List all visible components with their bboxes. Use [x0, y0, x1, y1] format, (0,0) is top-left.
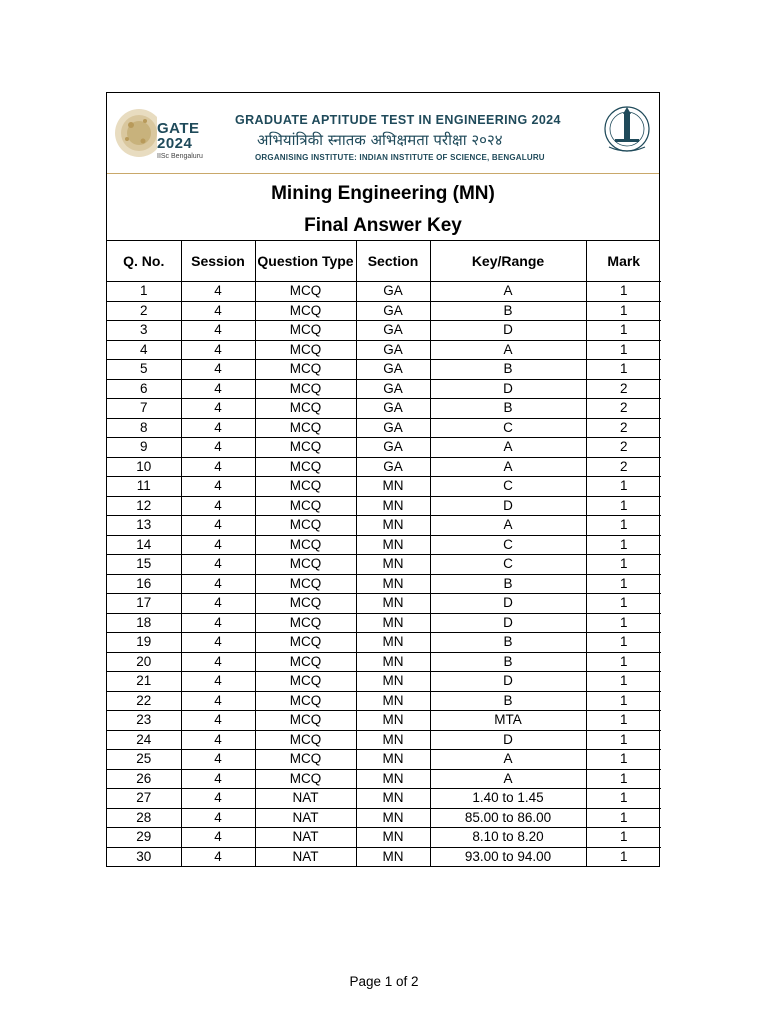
qno-cell: 17 — [107, 594, 181, 614]
gate-logo-subtitle: IISc Bengaluru — [157, 153, 203, 160]
table-row — [107, 282, 661, 302]
table-row — [107, 399, 661, 419]
question-type-cell: MCQ — [255, 730, 356, 750]
mark-cell: 1 — [586, 321, 661, 341]
section-cell: MN — [356, 633, 430, 653]
session-cell: 4 — [181, 633, 255, 653]
table-row — [107, 438, 661, 458]
section-cell: MN — [356, 496, 430, 516]
banner-title: GRADUATE APTITUDE TEST IN ENGINEERING 2024 — [235, 113, 561, 127]
key-range-cell: A — [430, 750, 586, 770]
question-type-cell: MCQ — [255, 282, 356, 302]
question-type-cell: MCQ — [255, 750, 356, 770]
key-range-cell: B — [430, 574, 586, 594]
qno-cell: 29 — [107, 828, 181, 848]
qno-cell: 19 — [107, 633, 181, 653]
mark-cell: 1 — [586, 496, 661, 516]
session-cell: 4 — [181, 457, 255, 477]
qno-cell: 18 — [107, 613, 181, 633]
question-type-cell: MCQ — [255, 496, 356, 516]
section-cell: MN — [356, 769, 430, 789]
session-cell: 4 — [181, 652, 255, 672]
table-row — [107, 574, 661, 594]
table-row — [107, 379, 661, 399]
section-cell: GA — [356, 340, 430, 360]
mark-cell: 1 — [586, 691, 661, 711]
key-range-cell: D — [430, 730, 586, 750]
mark-cell: 1 — [586, 516, 661, 536]
table-row — [107, 516, 661, 536]
table-row — [107, 808, 661, 828]
table-row — [107, 828, 661, 848]
page-footer: Page 1 of 2 — [349, 974, 419, 989]
answer-key-table — [107, 241, 661, 866]
key-range-cell: D — [430, 594, 586, 614]
session-cell: 4 — [181, 399, 255, 419]
question-type-cell: MCQ — [255, 652, 356, 672]
qno-cell: 1 — [107, 282, 181, 302]
qno-cell: 26 — [107, 769, 181, 789]
column-header-session: Session — [181, 241, 255, 282]
section-cell: GA — [356, 360, 430, 380]
session-cell: 4 — [181, 477, 255, 497]
qno-cell: 13 — [107, 516, 181, 536]
question-type-cell: MCQ — [255, 711, 356, 731]
session-cell: 4 — [181, 555, 255, 575]
mark-cell: 1 — [586, 789, 661, 809]
mark-cell: 1 — [586, 574, 661, 594]
section-cell: MN — [356, 847, 430, 866]
table-row — [107, 613, 661, 633]
mark-cell: 1 — [586, 652, 661, 672]
question-type-cell: MCQ — [255, 340, 356, 360]
key-range-cell: A — [430, 457, 586, 477]
section-cell: GA — [356, 379, 430, 399]
mark-cell: 1 — [586, 477, 661, 497]
key-range-cell: B — [430, 360, 586, 380]
session-cell: 4 — [181, 340, 255, 360]
question-type-cell: MCQ — [255, 613, 356, 633]
section-cell: MN — [356, 613, 430, 633]
session-cell: 4 — [181, 516, 255, 536]
key-range-cell: A — [430, 438, 586, 458]
question-type-cell: MCQ — [255, 574, 356, 594]
session-cell: 4 — [181, 379, 255, 399]
qno-cell: 2 — [107, 301, 181, 321]
key-range-cell: 8.10 to 8.20 — [430, 828, 586, 848]
question-type-cell: MCQ — [255, 321, 356, 341]
mark-cell: 1 — [586, 633, 661, 653]
key-range-cell: 93.00 to 94.00 — [430, 847, 586, 866]
section-cell: GA — [356, 418, 430, 438]
question-type-cell: MCQ — [255, 418, 356, 438]
section-cell: MN — [356, 477, 430, 497]
column-header-qno: Q. No. — [107, 241, 181, 282]
key-range-cell: C — [430, 477, 586, 497]
section-cell: GA — [356, 438, 430, 458]
table-row — [107, 789, 661, 809]
session-cell: 4 — [181, 496, 255, 516]
column-header-question-type: Question Type — [255, 241, 356, 282]
session-cell: 4 — [181, 594, 255, 614]
question-type-cell: MCQ — [255, 379, 356, 399]
section-cell: MN — [356, 828, 430, 848]
qno-cell: 21 — [107, 672, 181, 692]
qno-cell: 7 — [107, 399, 181, 419]
section-cell: MN — [356, 535, 430, 555]
qno-cell: 4 — [107, 340, 181, 360]
table-row — [107, 730, 661, 750]
section-cell: GA — [356, 399, 430, 419]
qno-cell: 12 — [107, 496, 181, 516]
session-cell: 4 — [181, 711, 255, 731]
mark-cell: 1 — [586, 750, 661, 770]
session-cell: 4 — [181, 360, 255, 380]
qno-cell: 10 — [107, 457, 181, 477]
key-range-cell: C — [430, 418, 586, 438]
qno-cell: 28 — [107, 808, 181, 828]
qno-cell: 22 — [107, 691, 181, 711]
qno-cell: 3 — [107, 321, 181, 341]
table-row — [107, 340, 661, 360]
table-row — [107, 711, 661, 731]
mark-cell: 1 — [586, 613, 661, 633]
key-range-cell: B — [430, 301, 586, 321]
section-cell: MN — [356, 730, 430, 750]
table-header-row — [107, 241, 661, 282]
question-type-cell: MCQ — [255, 301, 356, 321]
key-range-cell: D — [430, 672, 586, 692]
question-type-cell: MCQ — [255, 555, 356, 575]
session-cell: 4 — [181, 730, 255, 750]
question-type-cell: MCQ — [255, 535, 356, 555]
key-range-cell: C — [430, 535, 586, 555]
table-row — [107, 555, 661, 575]
qno-cell: 20 — [107, 652, 181, 672]
table-row — [107, 847, 661, 866]
session-cell: 4 — [181, 828, 255, 848]
key-range-cell: B — [430, 633, 586, 653]
gate-banner — [107, 93, 659, 174]
table-row — [107, 633, 661, 653]
key-range-cell: 85.00 to 86.00 — [430, 808, 586, 828]
gate-emblem-icon — [113, 99, 157, 167]
question-type-cell: NAT — [255, 828, 356, 848]
mark-cell: 1 — [586, 847, 661, 866]
mark-cell: 2 — [586, 457, 661, 477]
table-row — [107, 496, 661, 516]
section-cell: MN — [356, 789, 430, 809]
answer-key-sheet — [106, 92, 660, 867]
session-cell: 4 — [181, 418, 255, 438]
key-range-cell: D — [430, 321, 586, 341]
key-range-cell: MTA — [430, 711, 586, 731]
table-row — [107, 652, 661, 672]
session-cell: 4 — [181, 691, 255, 711]
column-header-mark: Mark — [586, 241, 661, 282]
answer-key-title: Final Answer Key — [304, 215, 462, 236]
key-range-cell: D — [430, 379, 586, 399]
question-type-cell: MCQ — [255, 672, 356, 692]
section-cell: MN — [356, 574, 430, 594]
mark-cell: 2 — [586, 379, 661, 399]
qno-cell: 15 — [107, 555, 181, 575]
section-cell: MN — [356, 750, 430, 770]
section-cell: MN — [356, 711, 430, 731]
session-cell: 4 — [181, 789, 255, 809]
key-range-cell: B — [430, 399, 586, 419]
section-cell: MN — [356, 594, 430, 614]
key-range-cell: 1.40 to 1.45 — [430, 789, 586, 809]
table-row — [107, 418, 661, 438]
gate-logo-year: 2024 — [157, 135, 193, 152]
column-header-section: Section — [356, 241, 430, 282]
mark-cell: 1 — [586, 535, 661, 555]
session-cell: 4 — [181, 769, 255, 789]
session-cell: 4 — [181, 535, 255, 555]
section-cell: MN — [356, 555, 430, 575]
section-cell: GA — [356, 457, 430, 477]
key-range-cell: A — [430, 516, 586, 536]
question-type-cell: NAT — [255, 808, 356, 828]
session-cell: 4 — [181, 808, 255, 828]
session-cell: 4 — [181, 321, 255, 341]
mark-cell: 1 — [586, 711, 661, 731]
session-cell: 4 — [181, 282, 255, 302]
qno-cell: 27 — [107, 789, 181, 809]
document-heading — [107, 174, 659, 241]
question-type-cell: MCQ — [255, 399, 356, 419]
table-row — [107, 477, 661, 497]
table-row — [107, 672, 661, 692]
mark-cell: 1 — [586, 340, 661, 360]
qno-cell: 11 — [107, 477, 181, 497]
iisc-logo-icon — [599, 103, 655, 163]
qno-cell: 25 — [107, 750, 181, 770]
table-row — [107, 691, 661, 711]
question-type-cell: MCQ — [255, 360, 356, 380]
banner-organiser: ORGANISING INSTITUTE: INDIAN INSTITUTE OF SCIENCE, BENGALURU — [255, 153, 545, 162]
session-cell: 4 — [181, 613, 255, 633]
key-range-cell: A — [430, 282, 586, 302]
table-row — [107, 457, 661, 477]
session-cell: 4 — [181, 672, 255, 692]
table-row — [107, 769, 661, 789]
session-cell: 4 — [181, 847, 255, 866]
qno-cell: 9 — [107, 438, 181, 458]
gate-logo-word: GATE — [157, 120, 200, 137]
mark-cell: 1 — [586, 555, 661, 575]
qno-cell: 14 — [107, 535, 181, 555]
mark-cell: 2 — [586, 418, 661, 438]
mark-cell: 1 — [586, 672, 661, 692]
qno-cell: 30 — [107, 847, 181, 866]
gate-logo — [113, 99, 211, 167]
session-cell: 4 — [181, 574, 255, 594]
key-range-cell: A — [430, 769, 586, 789]
question-type-cell: MCQ — [255, 477, 356, 497]
key-range-cell: C — [430, 555, 586, 575]
key-range-cell: B — [430, 691, 586, 711]
question-type-cell: MCQ — [255, 691, 356, 711]
table-row — [107, 360, 661, 380]
qno-cell: 23 — [107, 711, 181, 731]
question-type-cell: MCQ — [255, 516, 356, 536]
mark-cell: 1 — [586, 360, 661, 380]
table-row — [107, 301, 661, 321]
section-cell: MN — [356, 516, 430, 536]
table-row — [107, 750, 661, 770]
table-row — [107, 594, 661, 614]
qno-cell: 16 — [107, 574, 181, 594]
mark-cell: 2 — [586, 438, 661, 458]
mark-cell: 1 — [586, 769, 661, 789]
question-type-cell: MCQ — [255, 633, 356, 653]
section-cell: MN — [356, 808, 430, 828]
table-row — [107, 321, 661, 341]
qno-cell: 24 — [107, 730, 181, 750]
mark-cell: 1 — [586, 594, 661, 614]
mark-cell: 1 — [586, 828, 661, 848]
session-cell: 4 — [181, 438, 255, 458]
column-header-key-range: Key/Range — [430, 241, 586, 282]
question-type-cell: MCQ — [255, 594, 356, 614]
section-cell: GA — [356, 282, 430, 302]
mark-cell: 1 — [586, 808, 661, 828]
section-cell: MN — [356, 691, 430, 711]
question-type-cell: NAT — [255, 847, 356, 866]
question-type-cell: MCQ — [255, 438, 356, 458]
banner-hindi-title: अभियांत्रिकी स्नातक अभिक्षमता परीक्षा २०२४ — [257, 131, 503, 149]
section-cell: MN — [356, 652, 430, 672]
key-range-cell: B — [430, 652, 586, 672]
question-type-cell: MCQ — [255, 457, 356, 477]
section-cell: MN — [356, 672, 430, 692]
session-cell: 4 — [181, 301, 255, 321]
question-type-cell: NAT — [255, 789, 356, 809]
subject-title: Mining Engineering (MN) — [271, 183, 495, 204]
key-range-cell: D — [430, 496, 586, 516]
qno-cell: 8 — [107, 418, 181, 438]
key-range-cell: A — [430, 340, 586, 360]
mark-cell: 1 — [586, 301, 661, 321]
section-cell: GA — [356, 301, 430, 321]
qno-cell: 5 — [107, 360, 181, 380]
session-cell: 4 — [181, 750, 255, 770]
mark-cell: 1 — [586, 282, 661, 302]
mark-cell: 2 — [586, 399, 661, 419]
mark-cell: 1 — [586, 730, 661, 750]
qno-cell: 6 — [107, 379, 181, 399]
section-cell: GA — [356, 321, 430, 341]
key-range-cell: D — [430, 613, 586, 633]
table-row — [107, 535, 661, 555]
question-type-cell: MCQ — [255, 769, 356, 789]
